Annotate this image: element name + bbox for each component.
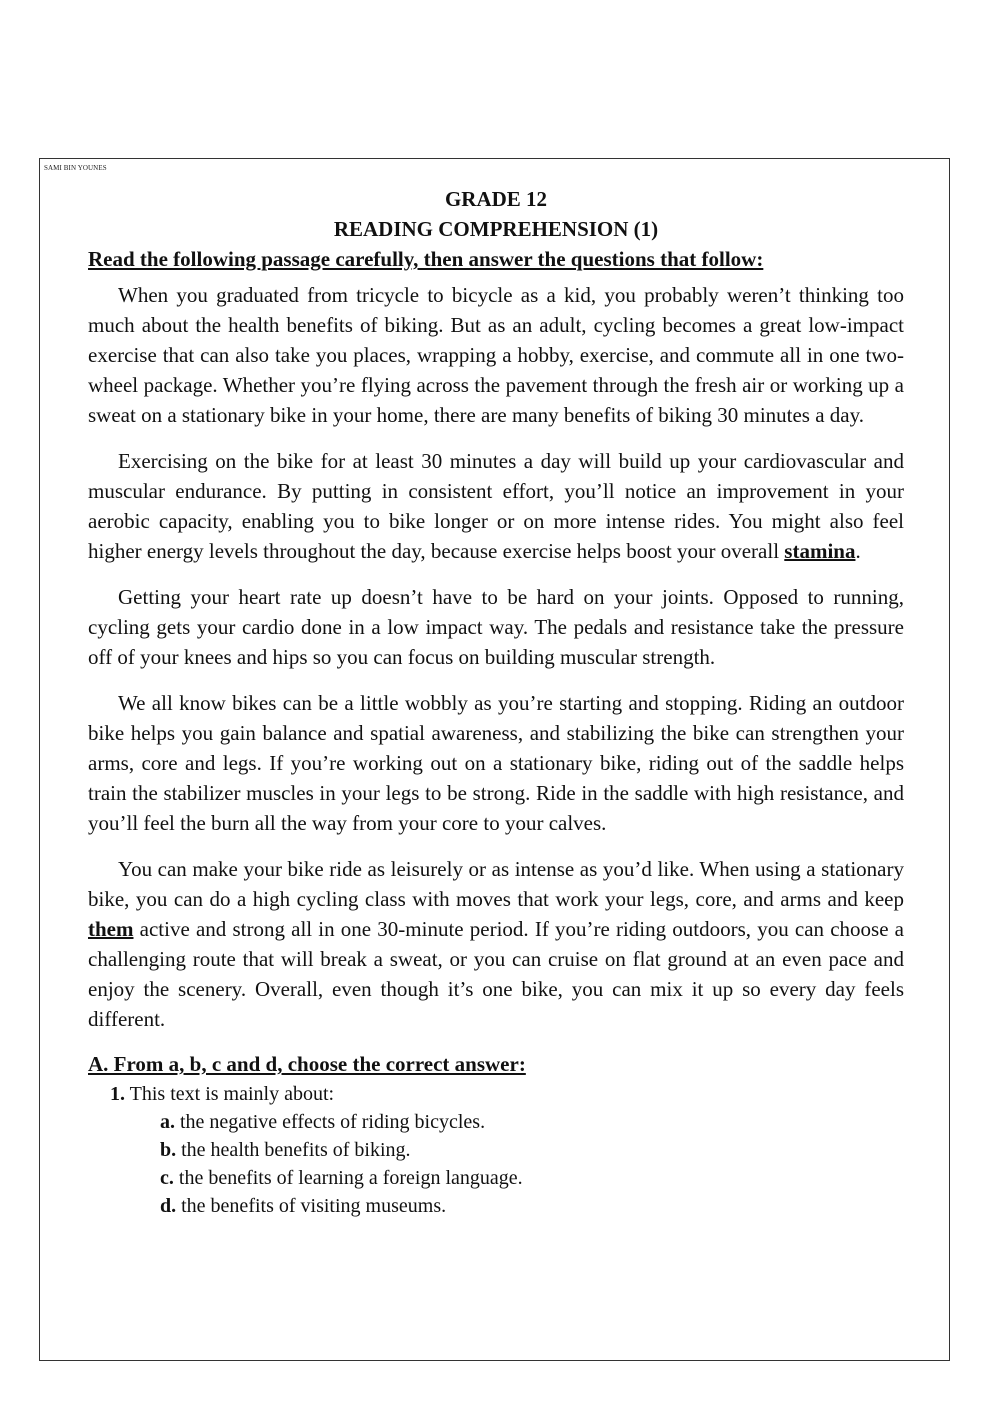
option-b[interactable]	[160, 1136, 904, 1164]
keyword-stamina: stamina	[784, 539, 856, 563]
passage-paragraph-3: Getting your heart rate up doesn’t have to be hard on your joints. Opposed to running, cycling gets your cardio done in a low impact way. The pedals and resistance take the pressure off of your knees and hips so you can focus on building muscular strength.	[88, 585, 904, 669]
option-letter: d.	[160, 1195, 177, 1217]
question-text: This text is mainly about:	[129, 1083, 335, 1105]
paragraph-text: Exercising on the bike for at least 30 minutes a day will build up your cardiovascular and muscular endurance. By putting in consistent effort, you’ll notice an improvement in your aerobic capacity, enabling you to bike longer or on more intense rides. You might also feel higher energy levels throughout the day, because exercise helps boost your overall	[88, 449, 904, 563]
question-number: 1.	[110, 1083, 125, 1105]
option-letter: c.	[160, 1167, 174, 1189]
option-text: the benefits of learning a foreign language.	[178, 1167, 523, 1189]
option-letter: a.	[160, 1111, 175, 1133]
passage-paragraph-5	[88, 854, 904, 1034]
option-text: the negative effects of riding bicycles.	[180, 1111, 486, 1133]
author-label: SAMI BIN YOUNES	[44, 164, 107, 172]
option-text: the health benefits of biking.	[181, 1139, 411, 1161]
section-a-heading: A. From a, b, c and d, choose the correct answer:	[88, 1052, 526, 1076]
passage-paragraph-1: When you graduated from tricycle to bicycle as a kid, you probably weren’t thinking too much about the health benefits of biking. But as an adult, cycling becomes a great low-impact exercise that can also take you places, wrapping a hobby, exercise, and commute all in one two-wheel package. Whether you’re flying across the pavement through the fresh air or working up a sweat on a stationary bike in your home, there are many benefits of biking 30 minutes a day.	[88, 283, 904, 427]
paragraph-text: .	[855, 539, 861, 563]
option-letter: b.	[160, 1139, 177, 1161]
worksheet-title: READING COMPREHENSION (1)	[333, 217, 659, 241]
option-text: the benefits of visiting museums.	[181, 1195, 447, 1217]
worksheet-content	[88, 184, 904, 1220]
option-a[interactable]	[160, 1108, 904, 1136]
paragraph-text: active and strong all in one 30-minute period. If you’re riding outdoors, you can choose a challenging route that will break a sweat, or you can cruise on flat ground at an even pace and enjoy the scenery. Overall, even though it’s one bike, you can mix it up so every day feels different.	[88, 917, 904, 1031]
passage-paragraph-2	[88, 446, 904, 566]
option-d[interactable]	[160, 1192, 904, 1220]
instruction-text: Read the following passage carefully, then answer the questions that follow:	[88, 247, 764, 271]
grade-title: GRADE 12	[444, 187, 548, 211]
passage-paragraph-4: We all know bikes can be a little wobbly as you’re starting and stopping. Riding an outdoor bike helps you gain balance and spatial awareness, and stabilizing the bike can strengthen your arms, core and legs. If you’re working out on a stationary bike, riding out of the saddle helps train the stabilizer muscles in your legs to be strong. Ride in the saddle with high resistance, and you’ll feel the burn all the way from your core to your calves.	[88, 691, 904, 835]
question-1-options	[160, 1108, 904, 1220]
question-1	[110, 1080, 904, 1108]
paragraph-text: You can make your bike ride as leisurely or as intense as you’d like. When using a stationary bike, you can do a high cycling class with moves that work your legs, core, and arms and keep	[88, 857, 904, 911]
keyword-them: them	[88, 917, 134, 941]
option-c[interactable]	[160, 1164, 904, 1192]
